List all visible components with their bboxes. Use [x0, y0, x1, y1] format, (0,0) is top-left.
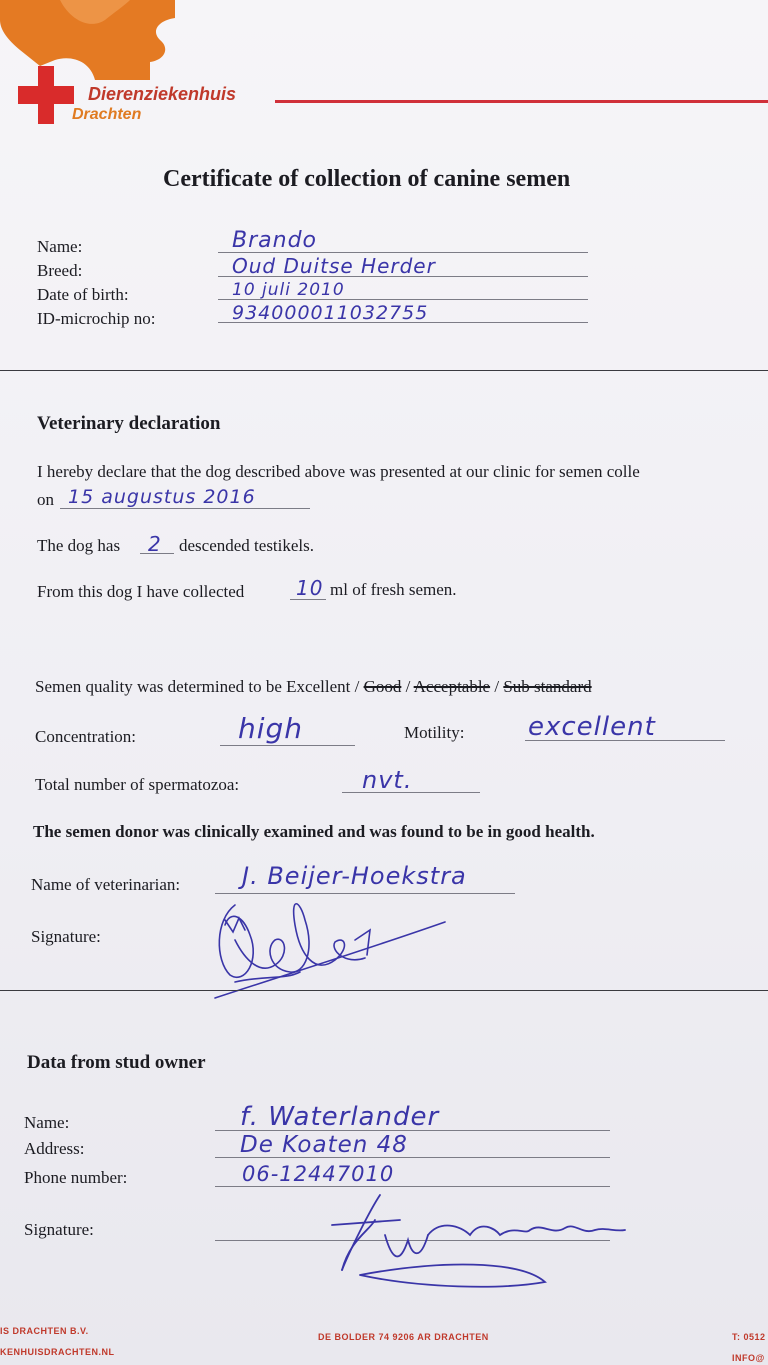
total-spermatozoa-label: Total number of spermatozoa: — [35, 775, 240, 794]
logo-city: Drachten — [72, 106, 142, 123]
page-title: Certificate of collection of canine semen — [163, 166, 571, 192]
section-divider — [0, 370, 768, 371]
health-statement: The semen donor was clinically examined and was found to be in good health. — [33, 822, 595, 841]
dob-value: 10 juli 2010 — [232, 280, 345, 300]
collected-prefix: From this dog I have collected — [37, 582, 245, 601]
owner-phone-value: 06-12447010 — [242, 1162, 395, 1186]
owner-phone-label: Phone number: — [24, 1168, 128, 1187]
owner-address-value: De Koaten 48 — [240, 1132, 408, 1158]
footer-address: DE BOLDER 74 9206 AR DRACHTEN — [318, 1332, 489, 1342]
footer-email: INFO@ — [732, 1353, 765, 1363]
section-divider-2 — [0, 990, 768, 991]
testikels-value: 2 — [148, 532, 162, 556]
dog-name-value: Brando — [232, 228, 317, 253]
veterinarian-name-label: Name of veterinarian: — [31, 875, 181, 894]
declaration-statement: I hereby declare that the dog described above was presented at our clinic for semen colle — [37, 462, 640, 481]
quality-acceptable-option: Acceptable — [413, 677, 491, 696]
quality-substandard-option: Sub standard — [503, 677, 592, 696]
microchip-label: ID-microchip no: — [37, 309, 156, 328]
vet-signature-label: Signature: — [31, 927, 101, 946]
owner-signature-icon — [320, 1180, 640, 1305]
footer-website: KENHUISDRACHTEN.NL — [0, 1347, 115, 1357]
concentration-value: high — [238, 712, 304, 745]
footer-phone: T: 0512 — [732, 1332, 766, 1342]
testikels-prefix: The dog has — [37, 536, 121, 555]
total-spermatozoa-value: nvt. — [362, 766, 413, 794]
concentration-label: Concentration: — [35, 727, 137, 746]
owner-address-label: Address: — [24, 1139, 85, 1158]
motility-label: Motility: — [404, 723, 465, 742]
collection-date-value: 15 augustus 2016 — [68, 486, 256, 508]
header-red-rule — [275, 100, 768, 103]
owner-name-value: f. Waterlander — [240, 1102, 440, 1132]
owner-name-label: Name: — [24, 1113, 70, 1132]
veterinarian-name-value: J. Beijer-Hoekstra — [242, 862, 467, 890]
quality-good-option: Good — [363, 677, 402, 696]
motility-value: excellent — [528, 712, 656, 742]
collected-volume-value: 10 — [296, 576, 324, 600]
collected-suffix: ml of fresh semen. — [330, 580, 457, 599]
logo-name: Dierenziekenhuis — [88, 84, 237, 104]
stud-owner-heading: Data from stud owner — [27, 1052, 206, 1073]
breed-value: Oud Duitse Herder — [232, 254, 436, 278]
on-label: on — [37, 490, 54, 509]
vet-signature-icon — [205, 880, 455, 1005]
owner-signature-label: Signature: — [24, 1220, 94, 1239]
footer-company: IS DRACHTEN B.V. — [0, 1326, 89, 1336]
microchip-value: 934000011032755 — [232, 302, 429, 324]
dob-label: Date of birth: — [37, 285, 129, 304]
dog-name-label: Name: — [37, 237, 83, 256]
semen-quality-line: Semen quality was determined to be Excellent / Good / Acceptable / Sub standard — [35, 677, 592, 696]
testikels-suffix: descended testikels. — [179, 536, 315, 555]
vet-declaration-heading: Veterinary declaration — [37, 413, 221, 434]
breed-label: Breed: — [37, 261, 83, 280]
